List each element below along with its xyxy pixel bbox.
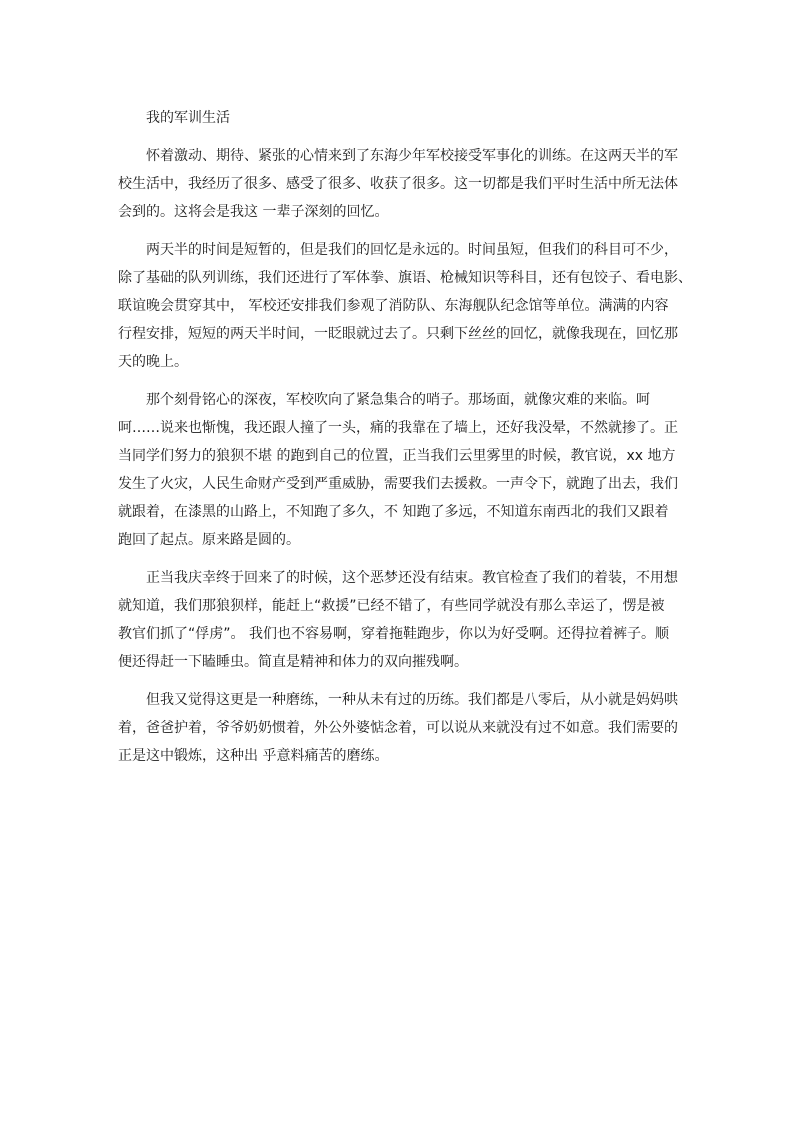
paragraph-line: 但我又觉得这更是一种磨练，一种从未有过的历练。我们都是八零后，从小就是妈妈哄 (146, 692, 678, 708)
paragraph-line: 跑回了起点。原来路是圆的。 (118, 532, 300, 548)
paragraph-4 (118, 564, 683, 676)
spacer (118, 676, 683, 686)
spacer (118, 226, 683, 236)
document-body (118, 104, 692, 770)
paragraph-2 (118, 236, 692, 376)
paragraph-line: 当同学们努力的狼狈不堪 的跑到自己的位置，正当我们云里雾里的时候，教官说，xx 地方 (118, 448, 676, 464)
paragraph-5 (118, 686, 683, 770)
paragraph-line: 校生活中，我经历了很多、感受了很多、收获了很多。这一切都是我们平时生活中所无法体 (118, 176, 678, 192)
paragraph-3 (118, 386, 683, 554)
paragraph-line: 呵……说来也惭愧，我还跟人撞了一头，痛的我靠在了墙上，还好我没晕，不然就掺了。正 (118, 420, 678, 436)
paragraph-line: 就知道，我们那狼狈样，能赶上“救援”已经不错了，有些同学就没有那么幸运了，愣是被 (118, 598, 665, 614)
paragraph-line: 行程安排，短短的两天半时间，一眨眼就过去了。只剩下丝丝的回忆，就像我现在，回忆那 (118, 326, 678, 342)
spacer (118, 554, 683, 564)
spacer (118, 376, 683, 386)
document-title: 我的军训生活 (146, 110, 230, 126)
paragraph-line: 除了基础的队列训练，我们还进行了军体拳、旗语、枪械知识等科目，还有包饺子、看电影、 (118, 270, 692, 286)
paragraph-line: 便还得赶一下瞌睡虫。简直是精神和体力的双向摧残啊。 (118, 654, 468, 670)
paragraph-line: 联谊晚会贯穿其中， 军校还安排我们参观了消防队、东海舰队纪念馆等单位。满满的内容 (118, 298, 669, 314)
paragraph-line: 正是这中锻炼，这种出 乎意料痛苦的磨练。 (118, 748, 389, 764)
paragraph-line: 发生了火灾，人民生命财产受到严重威胁，需要我们去援救。一声令下，就跑了出去，我们 (118, 476, 678, 492)
paragraph-line: 就跟着，在漆黑的山路上，不知跑了多久，不 知跑了多远，不知道东南西北的我们又跟着 (118, 504, 669, 520)
paragraph-line: 怀着激动、期待、紧张的心情来到了东海少年军校接受军事化的训练。在这两天半的军 (146, 148, 678, 164)
paragraph-line: 教官们抓了“俘虏”。 我们也不容易啊，穿着拖鞋跑步，你以为好受啊。还得拉着裤子。顺 (118, 626, 669, 642)
spacer (118, 132, 683, 142)
paragraph-line: 正当我庆幸终于回来了的时候，这个恶梦还没有结束。教官检查了我们的着装，不用想 (146, 570, 678, 586)
paragraph-1 (118, 142, 683, 226)
paragraph-line: 天的晚上。 (118, 354, 188, 370)
paragraph-line: 会到的。这将会是我这 一辈子深刻的回忆。 (118, 204, 389, 220)
paragraph-line: 两天半的时间是短暂的，但是我们的回忆是永远的。时间虽短，但我们的科目可不少， (146, 242, 678, 258)
paragraph-line: 着，爸爸护着，爷爷奶奶惯着，外公外婆惦念着，可以说从来就没有过不如意。我们需要的 (118, 720, 678, 736)
paragraph-line: 那个刻骨铭心的深夜，军校吹向了紧急集合的哨子。那场面，就像灾难的来临。呵 (146, 392, 650, 408)
